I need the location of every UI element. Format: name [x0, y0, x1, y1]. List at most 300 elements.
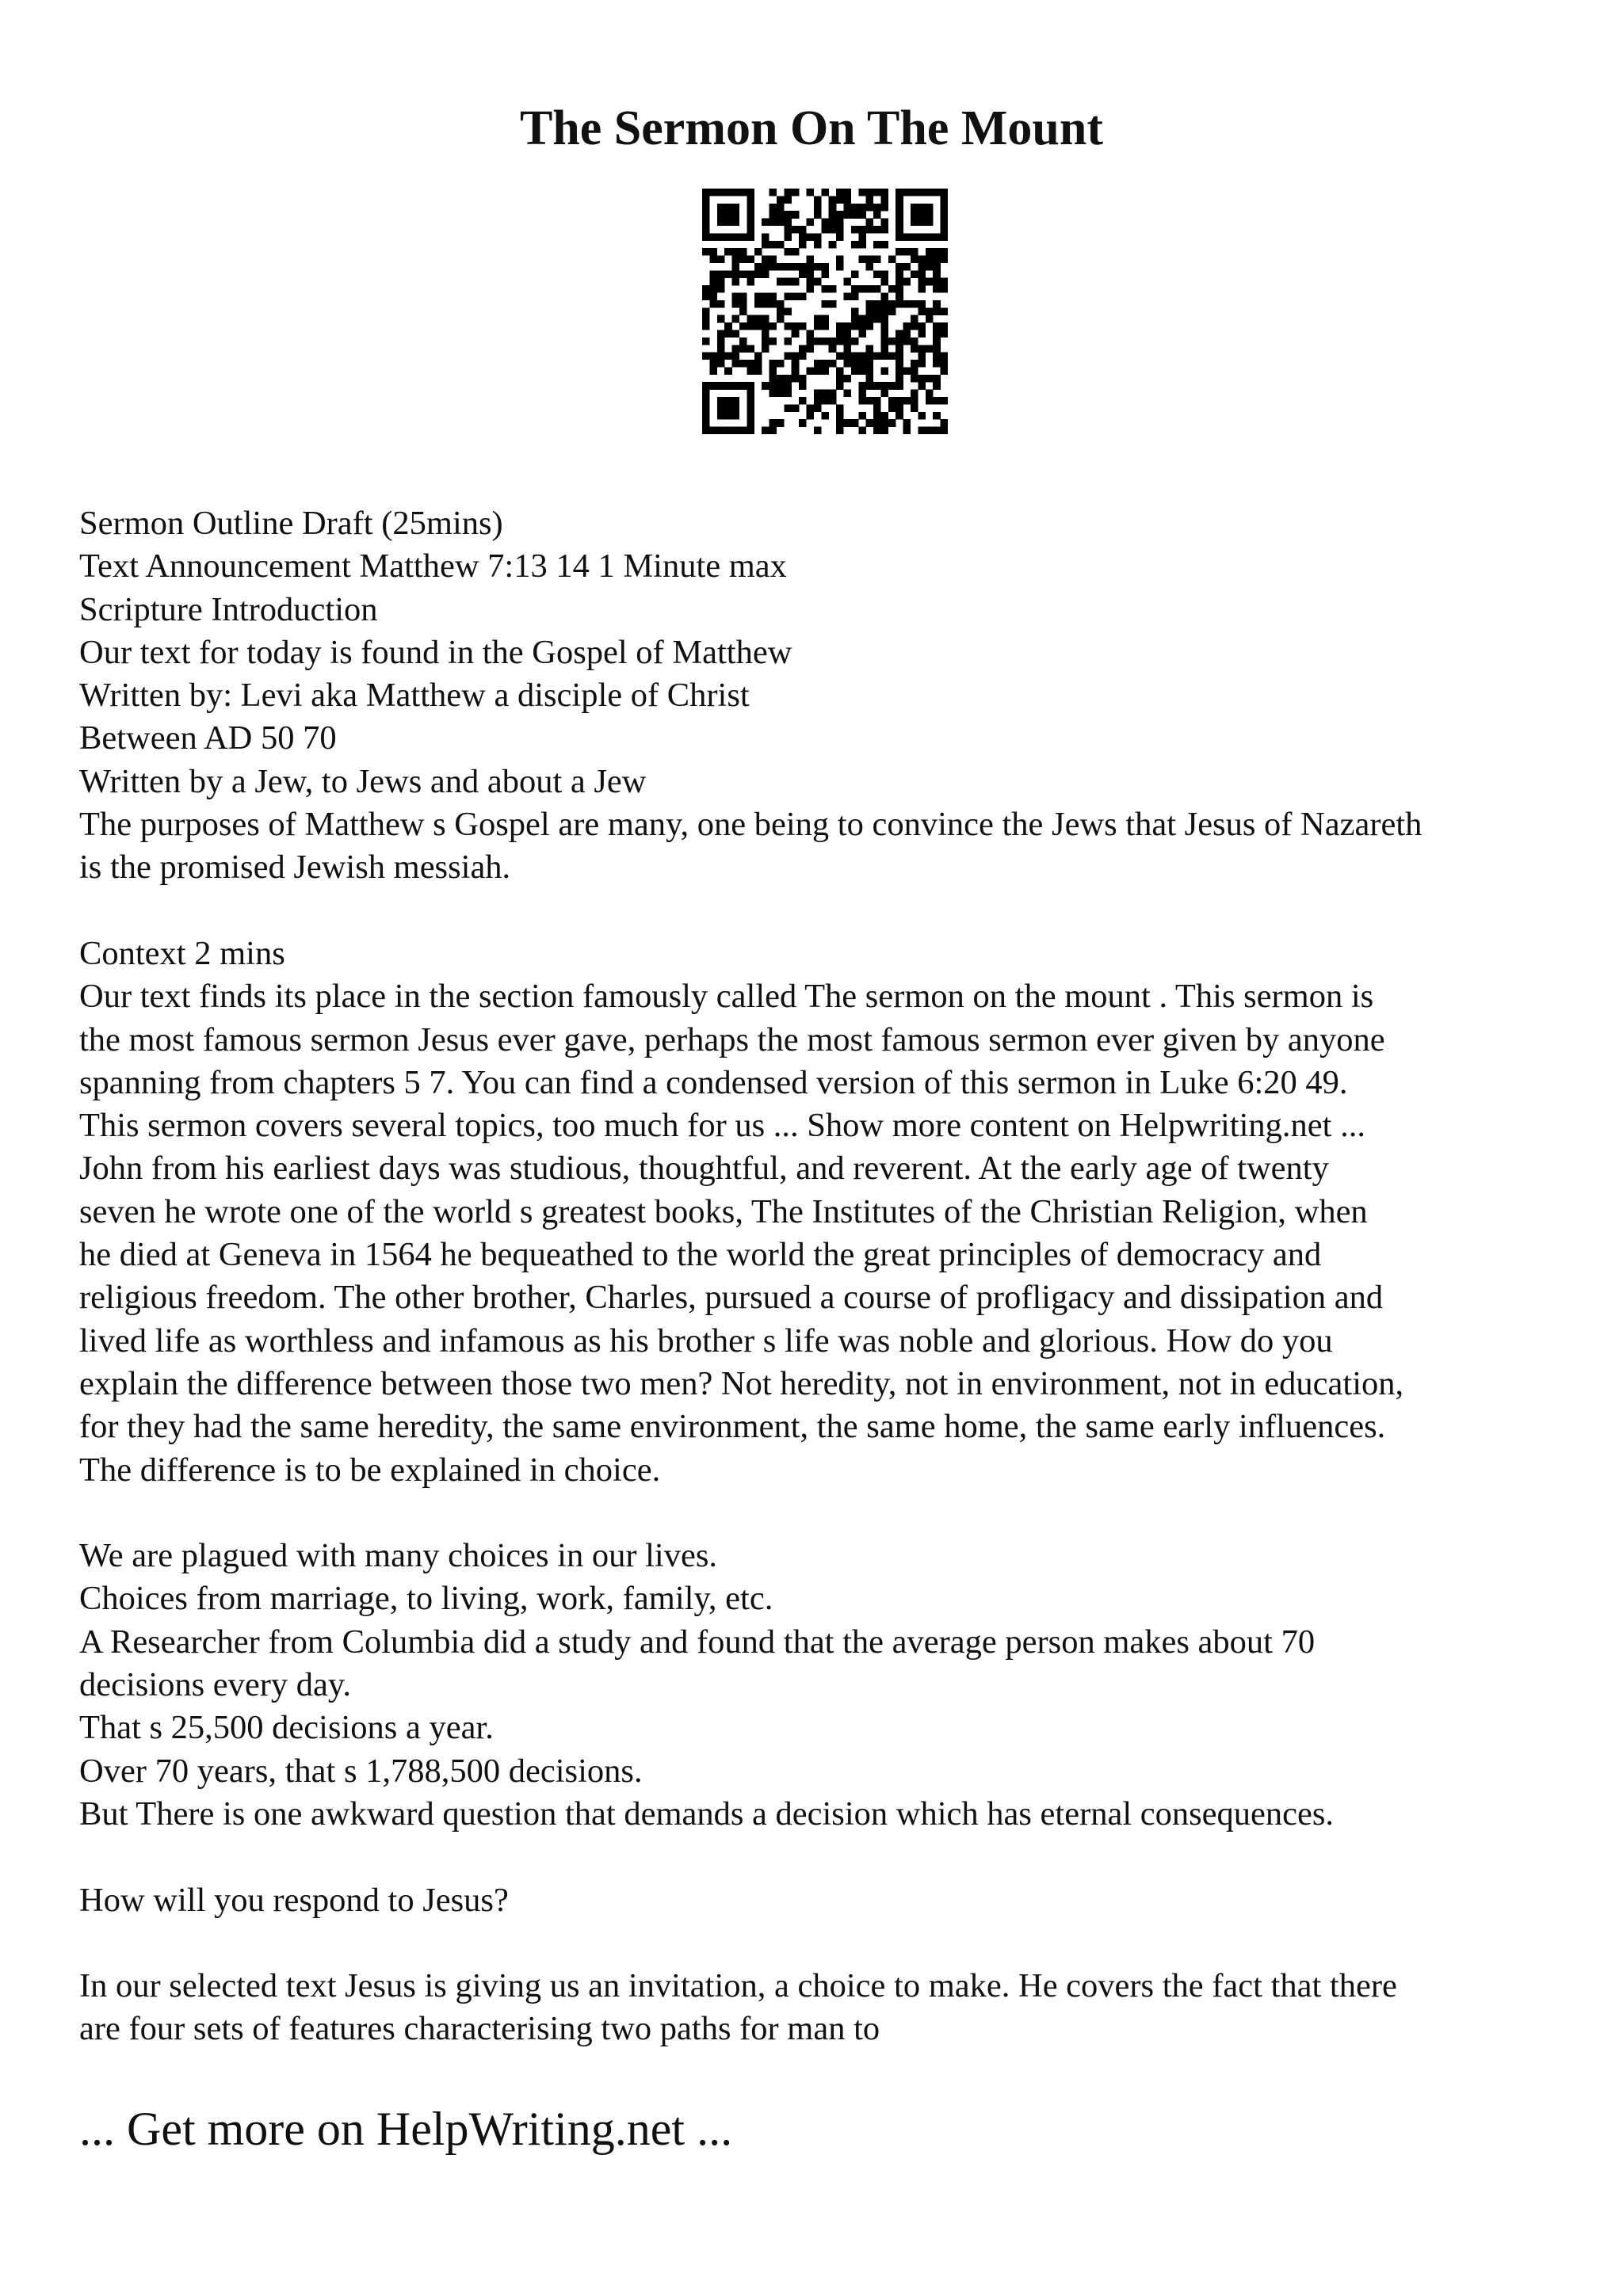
text-line: How will you respond to Jesus? [79, 1881, 509, 1919]
qr-module [747, 397, 754, 405]
get-more-link[interactable]: ... Get more on HelpWriting.net ... [79, 2103, 733, 2155]
qr-module [918, 263, 926, 271]
qr-module [747, 360, 754, 368]
qr-module [754, 315, 762, 323]
qr-module [941, 353, 948, 360]
qr-module [814, 233, 822, 241]
qr-module [769, 427, 777, 434]
qr-module [739, 248, 747, 256]
qr-module [866, 256, 874, 264]
qr-module [762, 382, 769, 390]
qr-module [880, 307, 888, 315]
qr-module [814, 397, 822, 405]
qr-module [836, 263, 844, 271]
qr-module [769, 241, 777, 249]
qr-module [739, 345, 747, 353]
text-line: Written by: Levi aka Matthew a disciple of Christ [79, 677, 750, 715]
qr-module [926, 233, 934, 241]
qr-module [807, 270, 815, 278]
qr-module [873, 211, 881, 219]
qr-module [821, 338, 829, 345]
qr-module [702, 338, 710, 345]
text-line: for they had the same heredity, the same environment, the same home, the same early influences. [79, 1408, 1386, 1446]
qr-module [769, 382, 777, 390]
text-line: is the promised Jewish messiah. [79, 849, 511, 887]
qr-module [739, 307, 747, 315]
qr-module [792, 360, 800, 368]
qr-module [880, 300, 888, 308]
qr-module [941, 189, 948, 196]
qr-module [896, 404, 903, 412]
qr-module [799, 353, 807, 360]
qr-module [784, 263, 792, 271]
qr-module [762, 300, 769, 308]
qr-module [732, 204, 740, 212]
qr-module [821, 315, 829, 323]
qr-module [896, 412, 903, 420]
qr-module [799, 263, 807, 271]
qr-module [941, 219, 948, 227]
text-line: The purposes of Matthew s Gospel are many, one being to convince the Jews that Jesus of Nazareth [79, 806, 1423, 844]
qr-module [821, 219, 829, 227]
qr-module [814, 241, 822, 249]
qr-module [739, 233, 747, 241]
text-line: A Researcher from Columbia did a study and found that the average person makes about 70 [79, 1623, 1316, 1661]
qr-module [873, 404, 881, 412]
qr-module [918, 353, 926, 360]
qr-module [933, 338, 941, 345]
qr-module [911, 211, 918, 219]
qr-module [702, 196, 710, 204]
qr-module [880, 189, 888, 196]
qr-module [739, 427, 747, 434]
qr-module [762, 293, 769, 301]
qr-module [836, 211, 844, 219]
qr-module [754, 322, 762, 330]
qr-module [941, 204, 948, 212]
qr-module [769, 375, 777, 383]
qr-module [903, 322, 911, 330]
qr-module [702, 307, 710, 315]
qr-module [784, 382, 792, 390]
qr-module [747, 322, 754, 330]
text-line: seven he wrote one of the world s greatest books, The Institutes of the Christian Religion, when [79, 1192, 1368, 1230]
qr-module [858, 367, 866, 375]
qr-module [941, 278, 948, 286]
qr-module [866, 307, 874, 315]
qr-module [792, 189, 800, 196]
qr-module [754, 293, 762, 301]
qr-module [918, 412, 926, 420]
qr-module [836, 404, 844, 412]
qr-module [762, 270, 769, 278]
qr-module [880, 322, 888, 330]
qr-module [843, 196, 851, 204]
qr-module [821, 322, 829, 330]
qr-module [836, 322, 844, 330]
qr-module [799, 293, 807, 301]
qr-module [762, 315, 769, 323]
qr-module [762, 345, 769, 353]
qr-module [732, 256, 740, 264]
qr-module [933, 322, 941, 330]
qr-module [880, 196, 888, 204]
qr-module [747, 196, 754, 204]
qr-module [784, 211, 792, 219]
qr-module [851, 315, 859, 323]
qr-module [851, 360, 859, 368]
qr-module [732, 382, 740, 390]
qr-module [911, 204, 918, 212]
qr-module [941, 211, 948, 219]
qr-module [724, 397, 732, 405]
qr-module [769, 367, 777, 375]
qr-module [724, 189, 732, 196]
qr-module [851, 322, 859, 330]
qr-module [941, 322, 948, 330]
qr-module [888, 397, 896, 405]
qr-module [754, 367, 762, 375]
qr-module [702, 397, 710, 405]
qr-module [926, 397, 934, 405]
qr-module [777, 315, 785, 323]
qr-module [858, 427, 866, 434]
qr-module [799, 397, 807, 405]
qr-module [858, 397, 866, 405]
qr-module [851, 353, 859, 360]
qr-module [918, 382, 926, 390]
qr-module [777, 263, 785, 271]
qr-module [807, 219, 815, 227]
qr-module [747, 189, 754, 196]
qr-module [926, 307, 934, 315]
qr-module [880, 241, 888, 249]
qr-module [933, 248, 941, 256]
qr-module [702, 419, 710, 427]
qr-module [836, 367, 844, 375]
qr-module [918, 427, 926, 434]
qr-module [858, 412, 866, 420]
qr-module [896, 330, 903, 338]
qr-module [814, 360, 822, 368]
qr-module [880, 315, 888, 323]
qr-module [807, 189, 815, 196]
qr-module [709, 427, 717, 434]
qr-module [814, 322, 822, 330]
qr-module [880, 204, 888, 212]
qr-module [754, 263, 762, 271]
qr-module [858, 322, 866, 330]
qr-module [933, 397, 941, 405]
qr-module [807, 263, 815, 271]
qr-module [836, 219, 844, 227]
qr-module [896, 293, 903, 301]
qr-module [896, 300, 903, 308]
qr-module [880, 278, 888, 286]
qr-module [769, 189, 777, 196]
qr-module [873, 285, 881, 293]
qr-module [777, 211, 785, 219]
qr-module [843, 189, 851, 196]
qr-module [709, 256, 717, 264]
qr-module [821, 189, 829, 196]
qr-module [821, 285, 829, 293]
qr-module [747, 256, 754, 264]
qr-module [880, 382, 888, 390]
qr-module [717, 278, 725, 286]
text-line: But There is one awkward question that demands a decision which has eternal consequences. [79, 1794, 1335, 1833]
qr-module [896, 204, 903, 212]
qr-module [702, 189, 710, 196]
qr-module [873, 189, 881, 196]
qr-module [918, 270, 926, 278]
qr-module [829, 397, 837, 405]
qr-module [851, 204, 859, 212]
qr-module [724, 248, 732, 256]
qr-module [896, 278, 903, 286]
qr-module [702, 390, 710, 398]
qr-module [739, 360, 747, 368]
qr-module [717, 338, 725, 345]
qr-module [873, 427, 881, 434]
qr-module [724, 353, 732, 360]
text-line: Text Announcement Matthew 7:13 14 1 Minute max [79, 547, 787, 585]
qr-module [792, 248, 800, 256]
qr-module [843, 375, 851, 383]
qr-module [843, 360, 851, 368]
qr-module [717, 189, 725, 196]
qr-module [747, 204, 754, 212]
qr-module [709, 367, 717, 375]
qr-module [866, 382, 874, 390]
qr-module [926, 219, 934, 227]
qr-module [829, 360, 837, 368]
qr-module [918, 204, 926, 212]
qr-module [911, 248, 918, 256]
qr-module [866, 285, 874, 293]
qr-module [911, 375, 918, 383]
qr-module [896, 211, 903, 219]
text-line: he died at Geneva in 1564 he bequeathed to the world the great principles of democracy and [79, 1236, 1322, 1274]
qr-module [769, 390, 777, 398]
qr-module [829, 211, 837, 219]
qr-module [799, 322, 807, 330]
qr-module [843, 345, 851, 353]
qr-module [821, 390, 829, 398]
qr-module [777, 278, 785, 286]
qr-module [880, 390, 888, 398]
qr-module [858, 285, 866, 293]
qr-module [814, 367, 822, 375]
qr-module [754, 353, 762, 360]
qr-module [821, 263, 829, 271]
qr-module [880, 427, 888, 434]
qr-module [880, 412, 888, 420]
qr-module [888, 285, 896, 293]
qr-module [754, 248, 762, 256]
qr-module [941, 233, 948, 241]
qr-module [807, 330, 815, 338]
qr-module [933, 285, 941, 293]
qr-module [724, 219, 732, 227]
qr-module [933, 300, 941, 308]
qr-module [769, 204, 777, 212]
qr-module [933, 278, 941, 286]
qr-module [911, 189, 918, 196]
qr-module [792, 293, 800, 301]
qr-module [784, 375, 792, 383]
qr-module [918, 211, 926, 219]
qr-module [873, 300, 881, 308]
qr-module [717, 397, 725, 405]
qr-module [777, 204, 785, 212]
qr-module [873, 270, 881, 278]
qr-module [807, 404, 815, 412]
qr-module [933, 345, 941, 353]
qr-module [717, 315, 725, 323]
qr-module [717, 412, 725, 420]
qr-module [880, 219, 888, 227]
qr-module [888, 338, 896, 345]
text-line: decisions every day. [79, 1666, 352, 1704]
qr-module [911, 315, 918, 323]
qr-module [821, 270, 829, 278]
qr-module [702, 404, 710, 412]
qr-module [777, 196, 785, 204]
qr-module [769, 419, 777, 427]
qr-module [911, 397, 918, 405]
qr-module [784, 226, 792, 234]
qr-module [873, 419, 881, 427]
qr-module [747, 315, 754, 323]
qr-module [843, 293, 851, 301]
qr-module [911, 367, 918, 375]
qr-module [866, 419, 874, 427]
qr-module [851, 270, 859, 278]
qr-module [732, 233, 740, 241]
qr-module [807, 278, 815, 286]
qr-module [836, 233, 844, 241]
qr-module [747, 211, 754, 219]
qr-module [732, 278, 740, 286]
qr-module [829, 345, 837, 353]
qr-module [702, 211, 710, 219]
qr-module [829, 196, 837, 204]
qr-module [926, 375, 934, 383]
qr-module [896, 270, 903, 278]
qr-module [843, 322, 851, 330]
qr-module [911, 322, 918, 330]
qr-module [709, 233, 717, 241]
paragraph-gap [79, 1492, 1569, 1535]
qr-module [918, 256, 926, 264]
qr-module [702, 427, 710, 434]
text-line: are four sets of features characterising two paths for man to [79, 2010, 880, 2048]
qr-module [933, 427, 941, 434]
text-line: explain the difference between those two men? Not heredity, not in environment, not in education, [79, 1364, 1404, 1402]
qr-module [769, 263, 777, 271]
qr-module [858, 233, 866, 241]
qr-module [732, 353, 740, 360]
qr-module [821, 226, 829, 234]
qr-module [732, 427, 740, 434]
qr-module [739, 382, 747, 390]
qr-module [799, 233, 807, 241]
qr-module [843, 278, 851, 286]
qr-module [784, 353, 792, 360]
qr-module [724, 412, 732, 420]
qr-module [717, 300, 725, 308]
qr-module [903, 427, 911, 434]
qr-module [873, 353, 881, 360]
qr-module [836, 375, 844, 383]
text-line: lived life as worthless and infamous as his brother s life was noble and glorious. How do you [79, 1322, 1333, 1360]
qr-module [724, 382, 732, 390]
qr-module [732, 189, 740, 196]
qr-module [836, 419, 844, 427]
qr-module [814, 196, 822, 204]
qr-module [896, 367, 903, 375]
qr-module [911, 404, 918, 412]
qr-module [866, 397, 874, 405]
qr-module [918, 189, 926, 196]
qr-module [836, 382, 844, 390]
qr-module [888, 404, 896, 412]
qr-module [903, 233, 911, 241]
qr-module [799, 375, 807, 383]
qr-module [873, 382, 881, 390]
qr-module [911, 300, 918, 308]
qr-module [814, 338, 822, 345]
qr-module [777, 241, 785, 249]
qr-module [896, 353, 903, 360]
qr-module [858, 353, 866, 360]
qr-module [724, 204, 732, 212]
text-line: Between AD 50 70 [79, 719, 337, 757]
qr-module [873, 204, 881, 212]
qr-module [918, 285, 926, 293]
qr-module [747, 219, 754, 227]
qr-module [702, 315, 710, 323]
qr-module [851, 241, 859, 249]
qr-module [769, 360, 777, 368]
text-line: We are plagued with many choices in our lives. [79, 1537, 718, 1575]
qr-module [747, 419, 754, 427]
qr-module [762, 322, 769, 330]
qr-module [739, 293, 747, 301]
qr-module [873, 307, 881, 315]
qr-module [709, 293, 717, 301]
text-line: Choices from marriage, to living, work, family, etc. [79, 1580, 773, 1618]
qr-module [732, 330, 740, 338]
qr-module [941, 196, 948, 204]
qr-module [717, 345, 725, 353]
qr-module [903, 278, 911, 286]
qr-module [732, 404, 740, 412]
text-line: Our text finds its place in the section famously called The sermon on the mount . This sermon is [79, 978, 1374, 1016]
qr-module [858, 204, 866, 212]
qr-module [762, 256, 769, 264]
qr-module [739, 189, 747, 196]
qr-module [880, 330, 888, 338]
qr-module [792, 226, 800, 234]
qr-module [777, 300, 785, 308]
text-line: Over 70 years, that s 1,788,500 decisions. [79, 1752, 643, 1790]
qr-module [926, 189, 934, 196]
qr-module [858, 226, 866, 234]
qr-module [896, 196, 903, 204]
qr-module [709, 248, 717, 256]
